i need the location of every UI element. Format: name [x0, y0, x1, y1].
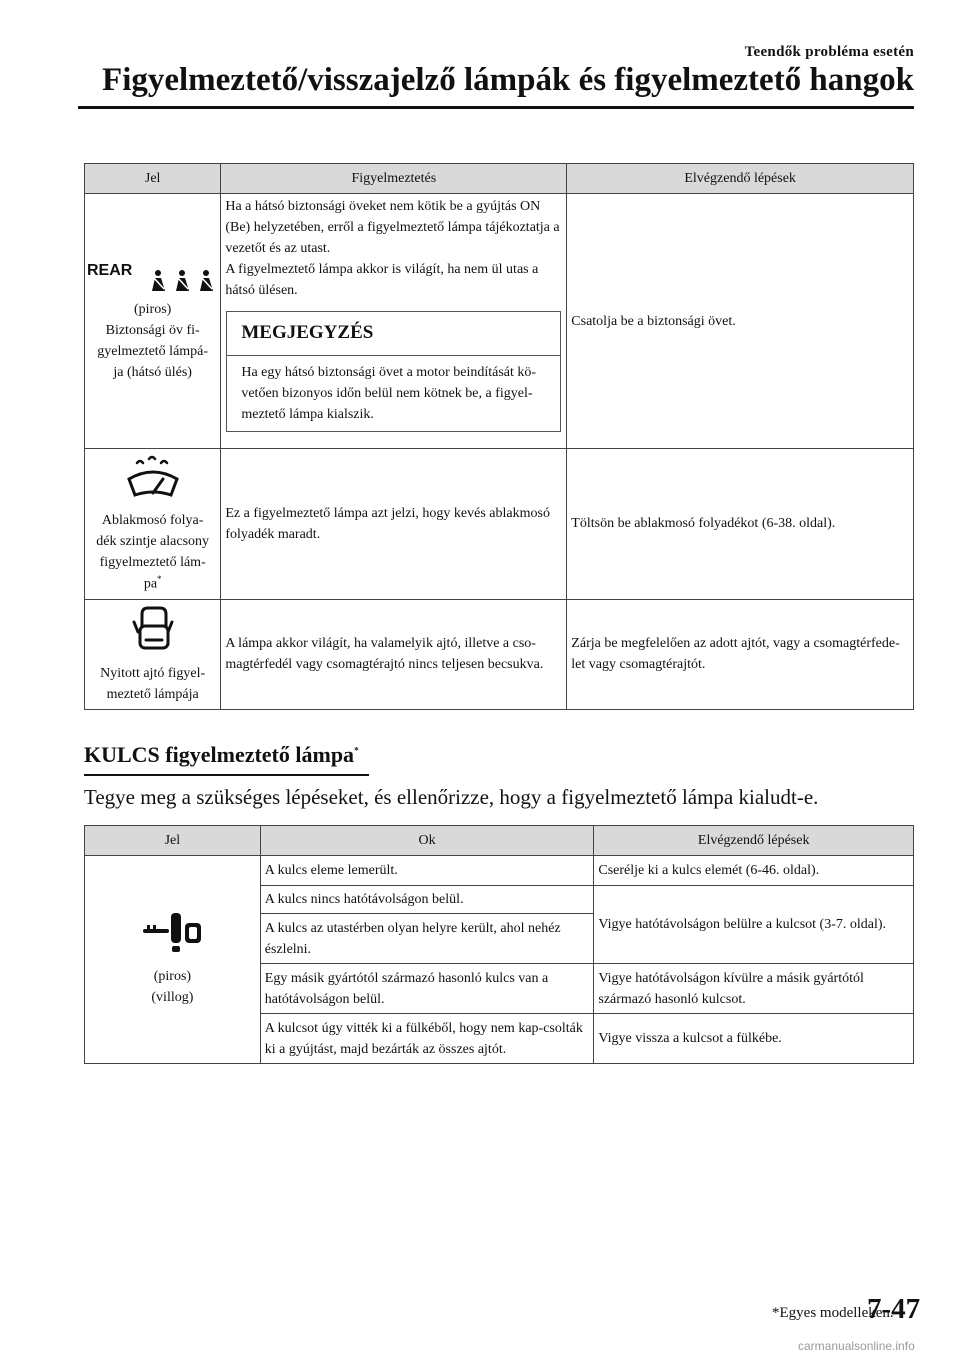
cause-cell: A kulcsot úgy vitték ki a fülkéből, hogy nem kap-csolták ki a gyújtást, majd bezárták az összes ajtót. — [260, 1014, 594, 1064]
column-header-action: Elvégzendő lépések — [567, 164, 914, 194]
footnote-marker: * — [354, 745, 359, 756]
action-cell: Töltsön be ablakmosó folyadékot (6-38. oldal). — [567, 449, 914, 600]
symbol-cell — [85, 856, 261, 1064]
cause-cell: A kulcs nincs hatótávolságon belül. — [260, 886, 594, 914]
symbol-cell — [85, 194, 221, 449]
symbol-caption-line: Nyitott ajtó figyel- — [100, 665, 206, 681]
symbol-caption-line: dék szintje alacsony — [96, 534, 210, 549]
table-row — [85, 856, 914, 886]
warning-text: Ha a hátsó biztonsági öveket nem kötik be a gyújtás ON (Be) helyzetében, erről a figyelmeztető lámpa tájékoztatja a vezetőt és az utast. — [225, 199, 560, 256]
action-cell: Vigye hatótávolságon kívülre a másik gyártótól származó hasonló kulcsot. — [594, 964, 914, 1014]
action-cell: Vigye hatótávolságon belülre a kulcsot (3-7. oldal). — [594, 886, 914, 964]
action-cell: Zárja be megfelelően az adott ajtót, vagy a csomagtérfede-let vagy csomagtérajtót. — [567, 599, 914, 709]
symbol-caption-line: (piros) — [153, 969, 192, 984]
table-header-row — [85, 826, 914, 856]
action-cell: Vigye vissza a kulcsot a fülkébe. — [594, 1014, 914, 1064]
footnote: *Egyes modelleken. — [772, 1305, 894, 1321]
title-rule — [78, 106, 914, 109]
column-header-symbol: Jel — [85, 164, 221, 194]
action-cell: Csatolja be a biztonsági övet. — [567, 194, 914, 449]
seatbelt-person-icons — [148, 269, 218, 293]
section-title-text: KULCS figyelmeztető lámpa — [84, 742, 355, 767]
cause-cell: Egy másik gyártótól származó hasonló kulcs van a hatótávolságon belül. — [260, 964, 594, 1014]
table-row — [85, 194, 914, 449]
symbol-cell — [85, 449, 221, 600]
table-row — [85, 449, 914, 600]
key-warning-table — [84, 825, 914, 1064]
rear-label: REAR — [87, 262, 133, 279]
symbol-caption-line: gyelmeztető lámpá- — [97, 344, 209, 359]
symbol-caption-line: meztető lámpája — [106, 686, 199, 702]
door-open-icon — [128, 604, 178, 654]
footnote-marker: * — [157, 574, 162, 584]
symbol-caption-line: (piros) — [134, 302, 172, 317]
washer-fluid-icon — [123, 453, 183, 499]
action-cell: Cserélje ki a kulcs elemét (6-46. oldal). — [594, 856, 914, 886]
watermark: carmanualsonline.info — [798, 1339, 915, 1353]
section-header: Teendők probléma esetén — [744, 44, 914, 60]
column-header-warning: Figyelmeztetés — [221, 164, 567, 194]
note-body: Ha egy hátsó biztonsági övet a motor beindítását kö-vetően bizonyos időn belül nem kötnek be, a figyel-meztető lámpa kialszik. — [241, 364, 537, 422]
section-description: Tegye meg a szükséges lépéseket, és ellenőrizze, hogy a figyelmeztető lámpa kialudt-e. — [84, 785, 819, 809]
warning-cell: A lámpa akkor világít, ha valamelyik ajtó, illetve a cso-magtérfedél vagy csomagtérajtó nincs teljesen becsukva. — [221, 599, 567, 709]
column-header-action: Elvégzendő lépések — [594, 826, 914, 856]
note-box — [226, 311, 561, 432]
symbol-caption-line: ja (hátsó ülés) — [113, 365, 192, 380]
cause-cell: A kulcs eleme lemerült. — [260, 856, 594, 886]
warning-lamps-table — [84, 163, 914, 710]
section-rule — [84, 774, 369, 776]
symbol-caption-line: figyelmeztető lám- — [99, 555, 206, 570]
page-number: 7-47 — [867, 1293, 921, 1325]
symbol-cell — [85, 599, 221, 709]
table-header-row — [85, 164, 914, 194]
symbol-caption-line: Ablakmosó folya- — [101, 513, 204, 528]
note-title: MEGJEGYZÉS — [227, 312, 560, 356]
warning-text-2: A figyelmeztető lámpa akkor is világít, ha nem ül utas a hátsó ülésen. — [225, 262, 539, 298]
symbol-caption-line: pa — [143, 576, 158, 592]
table-row — [85, 599, 914, 709]
symbol-caption-line: (villog) — [151, 990, 194, 1005]
rear-seatbelt-warning-icon — [87, 259, 218, 293]
warning-cell — [221, 194, 567, 449]
warning-cell: Ez a figyelmeztető lámpa azt jelzi, hogy kevés ablakmosó folyadék maradt. — [221, 449, 567, 600]
page-title: Figyelmeztető/visszajelző lámpák és figyelmeztető hangok — [102, 62, 914, 98]
cause-cell: A kulcs az utastérben olyan helyre került, ahol nehéz észlelni. — [260, 914, 594, 964]
column-header-cause: Ok — [260, 826, 594, 856]
column-header-symbol: Jel — [85, 826, 261, 856]
symbol-caption-line: Biztonsági öv fi- — [105, 323, 200, 338]
key-warning-icon — [141, 911, 203, 953]
section-title — [84, 742, 359, 768]
